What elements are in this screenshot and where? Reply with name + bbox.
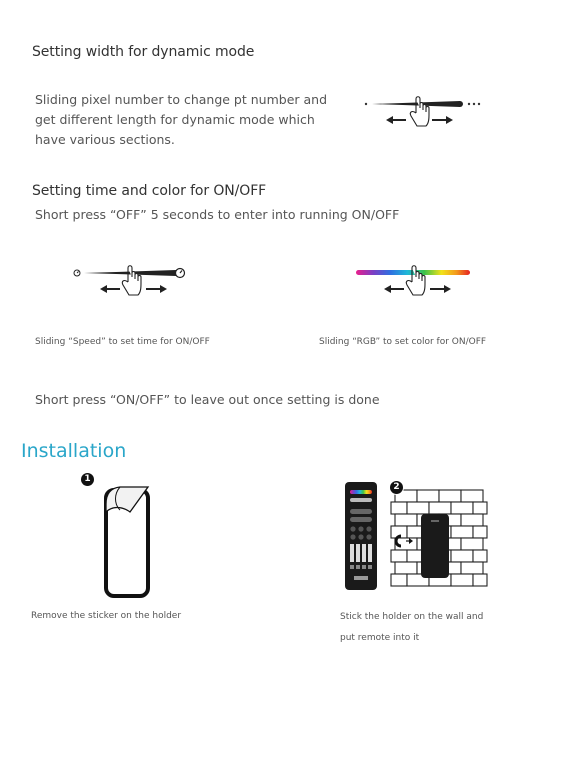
rgb-caption: Sliding “RGB” to set color for ON/OFF <box>319 337 487 347</box>
arrow-left-icon <box>100 285 120 293</box>
width-section-text: Sliding pixel number to change pt number and get different length for dynamic mode which have various sections. <box>35 92 328 147</box>
step-2-caption-line1: Stick the holder on the wall and <box>340 612 484 622</box>
arrow-right-icon <box>432 116 453 124</box>
pixel-slider-illustration <box>360 90 485 140</box>
timer-icon <box>176 269 185 278</box>
width-section-title: Setting width for dynamic mode <box>32 44 255 60</box>
holder-with-sticker-illustration <box>100 484 152 599</box>
installation-title: Installation <box>21 440 127 462</box>
more-dots-icon <box>468 103 480 105</box>
speed-caption: Sliding “Speed” to set time for ON/OFF <box>35 337 210 347</box>
remote-control <box>345 482 377 590</box>
remote-and-wall-illustration <box>343 476 493 596</box>
time-color-section-title: Setting time and color for ON/OFF <box>32 183 267 199</box>
dot-icon <box>365 103 367 105</box>
step-1-badge: 1 <box>81 473 94 486</box>
rgb-color-bar <box>356 270 470 275</box>
time-color-footer: Short press “ON/OFF” to leave out once setting is done <box>35 392 380 407</box>
rgb-slider-illustration <box>352 259 477 309</box>
hand-pointer-icon <box>410 97 429 126</box>
step-2-caption-line2: put remote into it <box>340 633 420 643</box>
arrow-right-icon <box>146 285 167 293</box>
arrow-right-icon <box>430 285 451 293</box>
step-2-badge: 2 <box>389 480 404 495</box>
time-color-section-subtitle: Short press “OFF” 5 seconds to enter into running ON/OFF <box>35 207 400 222</box>
step-1-caption: Remove the sticker on the holder <box>31 611 182 621</box>
timer-icon <box>74 270 80 276</box>
hand-pointer-icon <box>122 266 141 295</box>
speed-slider-illustration <box>68 259 193 309</box>
wall-holder <box>421 514 449 578</box>
arrow-left-icon <box>386 116 406 124</box>
arrow-left-icon <box>384 285 404 293</box>
